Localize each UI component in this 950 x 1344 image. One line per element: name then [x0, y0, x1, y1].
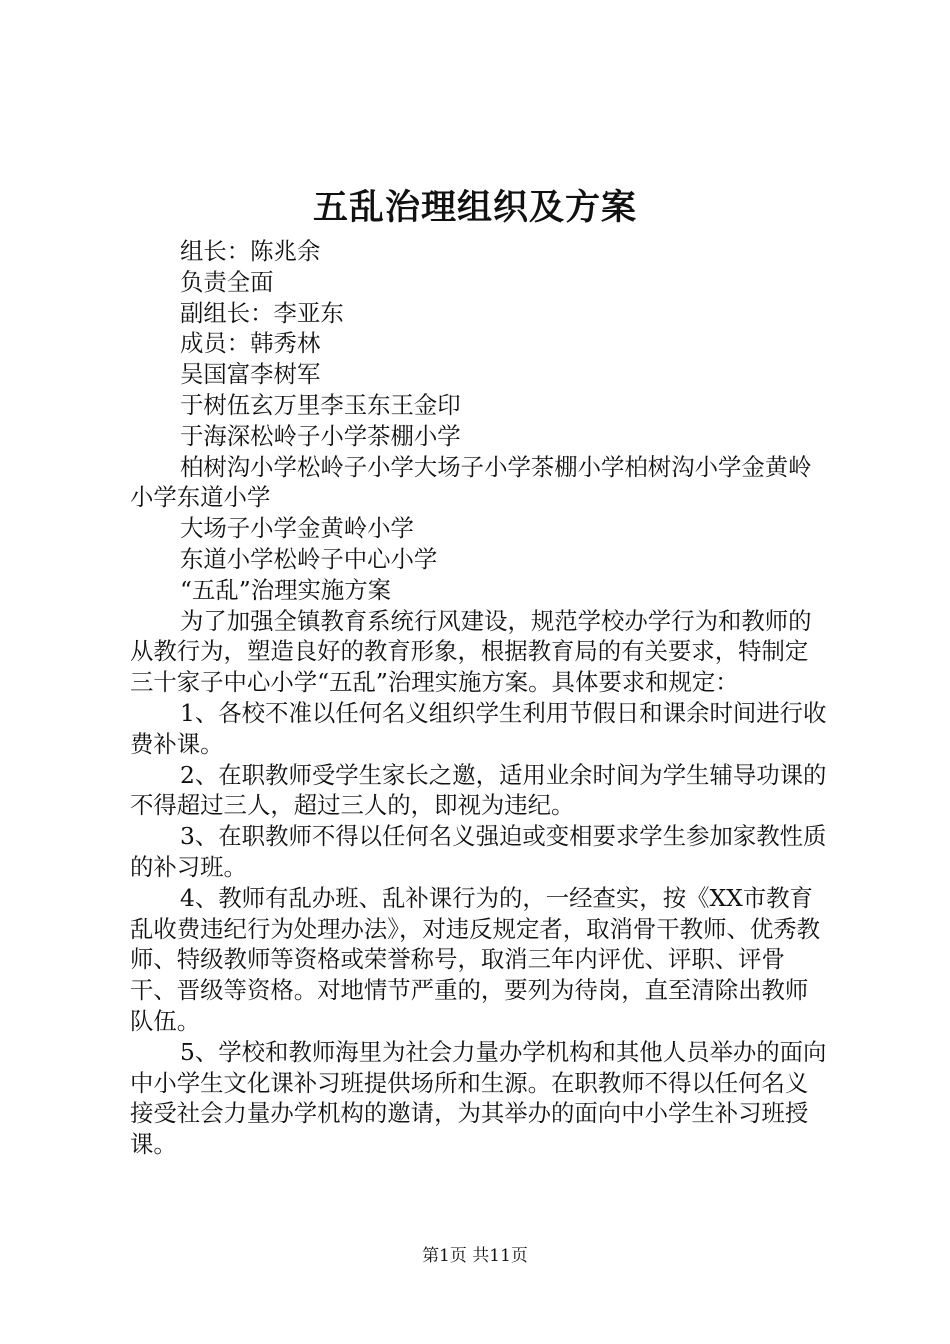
org-leader: 组长：陈兆余 [180, 237, 321, 265]
page-footer: 第1页 共11页 [422, 1246, 528, 1266]
rule-item-4: 4、教师有乱办班、乱补课行为的，一经查实，按《XX市教育乱收费违纪行为处理办法》，对违反规定者，取消骨干教师、优秀教师、特级教师等资格或荣誉称号，取消三年内评优、评职、评骨干、晋级等资格。对地情节严重的，要列为待岗，直至清除出教师队伍。 [130, 883, 821, 1035]
org-members-line1: 吴国富李树军 [180, 360, 321, 389]
org-deputy: 副组长：李亚东 [180, 298, 344, 327]
rule-item-5: 5、学校和教师海里为社会力量办学机构和其他人员举办的面向中小学生文化课补习班提供场所和生源。在职教师不得以任何名义接受社会力量办学机构的邀请，为其举办的面向中小学生补习班授课。 [130, 1037, 827, 1159]
document-body [130, 236, 830, 1160]
org-schools-line3: 东道小学松岭子中心小学 [180, 544, 438, 573]
plan-title: “五乱”治理实施方案 [180, 575, 392, 604]
intro-paragraph: 为了加强全镇教育系统行风建设，规范学校办学行为和教师的从教行为，塑造良好的教育形象，根据教育局的有关要求，特制定三十家子中心小学“五乱”治理实施方案。具体要求和规定： [130, 606, 812, 697]
rule-item-3: 3、在职教师不得以任何名义强迫或变相要求学生参加家教性质的补习班。 [130, 822, 827, 881]
rule-item-2: 2、在职教师受学生家长之邀，适用业余时间为学生辅导功课的不得超过三人，超过三人的，即视为违纪。 [130, 760, 827, 820]
rule-item-1: 1、各校不准以任何名义组织学生利用节假日和课余时间进行收费补课。 [130, 698, 827, 758]
org-schools-line1: 柏树沟小学松岭子小学大场子小学茶棚小学柏树沟小学金黄岭小学东道小学 [130, 452, 812, 512]
org-members-line3: 于海深松岭子小学茶棚小学 [180, 421, 461, 450]
org-members-line2: 于树伍玄万里李玉东王金印 [180, 390, 461, 419]
org-members-label: 成员：韩秀林 [180, 329, 321, 358]
document-title: 五乱治理组织及方案 [312, 187, 637, 228]
org-schools-line2: 大场子小学金黄岭小学 [180, 514, 414, 543]
org-leader-duty: 负责全面 [180, 267, 274, 296]
